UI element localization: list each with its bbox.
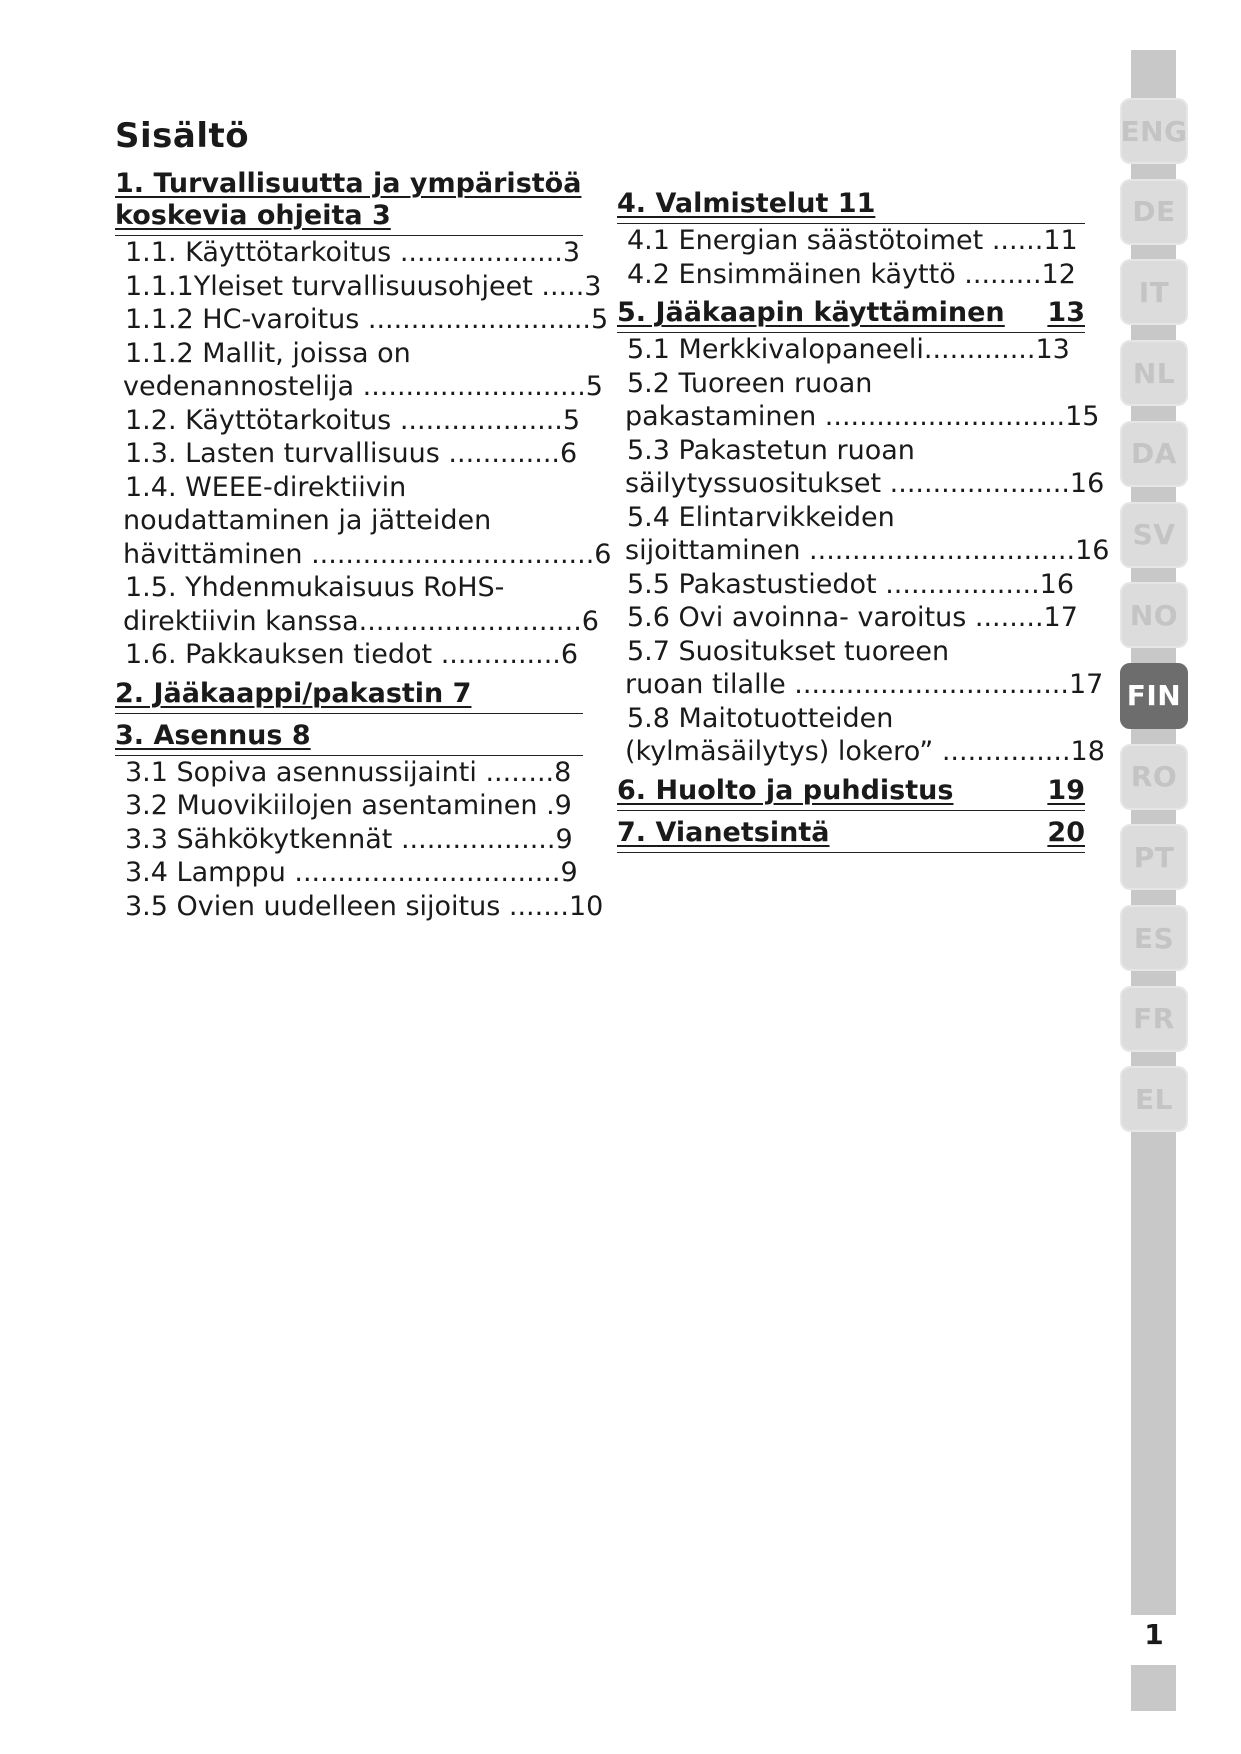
toc-section-heading[interactable] <box>617 297 1085 333</box>
toc-entry-line: 1.1.1Yleiset turvallisuusohjeet .....3 <box>125 270 602 302</box>
toc-section-heading[interactable] <box>617 817 1085 853</box>
toc-entry-line: 5.7 Suositukset tuoreen <box>627 635 950 667</box>
toc-entry-line: 4.2 Ensimmäinen käyttö .........12 <box>627 258 1076 290</box>
toc-entry-line: 1.2. Käyttötarkoitus ...................5 <box>125 404 581 436</box>
toc-entry-line: 1.1.2 Mallit, joissa on <box>125 337 411 369</box>
toc-entry-line: 5.1 Merkkivalopaneeli.............13 <box>627 334 1070 365</box>
toc-entry[interactable] <box>115 303 609 337</box>
language-tab-nl[interactable]: NL <box>1120 340 1188 406</box>
language-tab-da[interactable]: DA <box>1120 421 1188 487</box>
toc-entry-line: 5.5 Pakastustiedot ..................16 <box>627 568 1075 600</box>
toc-section-heading[interactable]: 1. Turvallisuutta ja ympäristöä koskevia ohjeita 3 <box>115 168 583 236</box>
toc-entry-line: 1.6. Pakkauksen tiedot ..............6 <box>125 639 579 670</box>
toc-entry[interactable] <box>617 258 1085 292</box>
toc-section-heading[interactable]: 4. Valmistelut 11 <box>617 188 1085 224</box>
toc-left-column <box>115 168 612 923</box>
toc-entry[interactable] <box>115 638 583 672</box>
toc-section-page: 19 <box>1047 774 1085 806</box>
language-tab-sv[interactable]: SV <box>1120 502 1188 568</box>
toc-entry[interactable] <box>115 856 583 890</box>
toc-section-page: 20 <box>1047 816 1085 848</box>
toc-entry-line: vedenannostelija ..........................5 <box>123 371 603 402</box>
toc-entry[interactable] <box>617 224 1085 258</box>
toc-entry[interactable] <box>115 270 602 304</box>
toc-entry-line: 3.4 Lamppu ...............................9 <box>125 857 578 888</box>
language-tab-el[interactable]: EL <box>1120 1066 1188 1132</box>
language-tab-pt[interactable]: PT <box>1120 824 1188 890</box>
toc-entry[interactable] <box>617 601 1085 635</box>
toc-entry[interactable] <box>115 823 583 857</box>
language-tab-fin[interactable]: FIN <box>1120 663 1188 729</box>
toc-section-heading[interactable]: 2. Jääkaappi/pakastin 7 <box>115 678 583 714</box>
toc-entry-line: ruoan tilalle ................................17 <box>625 669 1104 700</box>
toc-entry-line: sijoittaminen ...............................16 <box>625 535 1110 566</box>
toc-entry[interactable] <box>617 367 1100 434</box>
toc-entry-line: 5.4 Elintarvikkeiden <box>627 501 895 533</box>
toc-section-title: 6. Huolto ja puhdistus <box>617 774 954 806</box>
toc-entry-line: hävittäminen .................................6 <box>123 538 612 570</box>
toc-entry[interactable] <box>617 501 1110 568</box>
language-tab-ro[interactable]: RO <box>1120 744 1188 810</box>
language-tab-no[interactable]: NO <box>1120 582 1188 648</box>
language-bar-footer <box>1131 1665 1176 1711</box>
language-tab-de[interactable]: DE <box>1120 179 1188 245</box>
language-tab-es[interactable]: ES <box>1120 905 1188 971</box>
toc-entry-line: 1.3. Lasten turvallisuus .............6 <box>125 438 578 469</box>
toc-entry[interactable] <box>617 568 1085 602</box>
toc-entry-line: 1.1. Käyttötarkoitus ...................3 <box>125 237 581 268</box>
language-tab-fr[interactable]: FR <box>1120 986 1188 1052</box>
language-tab-it[interactable]: IT <box>1120 259 1188 325</box>
toc-entry[interactable] <box>617 434 1105 501</box>
toc-entry-line: 3.2 Muovikiilojen asentaminen .9 <box>125 790 572 821</box>
toc-entry-line: säilytyssuositukset .....................16 <box>625 468 1105 499</box>
toc-entry-line: 5.3 Pakastetun ruoan <box>627 434 915 466</box>
toc-entry-line: 1.4. WEEE-direktiivin <box>125 471 407 503</box>
page-number: 1 <box>1144 1618 1164 1651</box>
toc-entry[interactable] <box>115 337 603 404</box>
toc-entry-line: 5.6 Ovi avoinna- varoitus ........17 <box>627 602 1078 633</box>
toc-entry-line: 5.8 Maitotuotteiden <box>627 702 894 734</box>
toc-entry-line: 3.1 Sopiva asennussijainti ........8 <box>125 756 572 788</box>
toc-entry-line: 5.2 Tuoreen ruoan <box>627 367 873 399</box>
page-title: Sisältö <box>115 116 250 156</box>
toc-entry[interactable] <box>617 635 1104 702</box>
toc-entry-line: (kylmäsäilytys) lokero” ...............18 <box>625 736 1105 767</box>
toc-entry-line: direktiivin kanssa..........................6 <box>123 605 599 637</box>
toc-section-title: 7. Vianetsintä <box>617 816 830 848</box>
toc-entry[interactable] <box>617 333 1085 367</box>
toc-entry[interactable] <box>115 404 583 438</box>
toc-entry-line: 1.1.2 HC-varoitus ..........................5 <box>125 304 609 335</box>
toc-entry-line: 1.5. Yhdenmukaisuus RoHS- <box>125 572 505 603</box>
toc-right-column <box>617 188 1110 853</box>
toc-entry-line: 4.1 Energian säästötoimet ......11 <box>627 225 1078 256</box>
toc-entry[interactable] <box>115 890 604 924</box>
toc-section-title: 5. Jääkaapin käyttäminen <box>617 297 1005 328</box>
toc-entry[interactable] <box>617 702 1105 769</box>
toc-section-page: 13 <box>1047 297 1085 328</box>
language-tab-eng[interactable]: ENG <box>1120 98 1188 164</box>
toc-entry[interactable] <box>115 236 583 270</box>
toc-section-heading[interactable]: 3. Asennus 8 <box>115 720 583 756</box>
toc-entry-line: noudattaminen ja jätteiden <box>123 505 492 536</box>
toc-entry-line: 3.3 Sähkökytkennät ..................9 <box>125 823 573 855</box>
toc-entry-line: 3.5 Ovien uudelleen sijoitus .......10 <box>125 890 604 922</box>
toc-entry[interactable] <box>115 471 612 572</box>
toc-entry-line: pakastaminen ............................15 <box>625 401 1100 432</box>
toc-entry[interactable] <box>115 571 599 638</box>
toc-entry[interactable] <box>115 437 583 471</box>
toc-section-heading[interactable] <box>617 775 1085 811</box>
toc-entry[interactable] <box>115 756 583 790</box>
toc-entry[interactable] <box>115 789 583 823</box>
